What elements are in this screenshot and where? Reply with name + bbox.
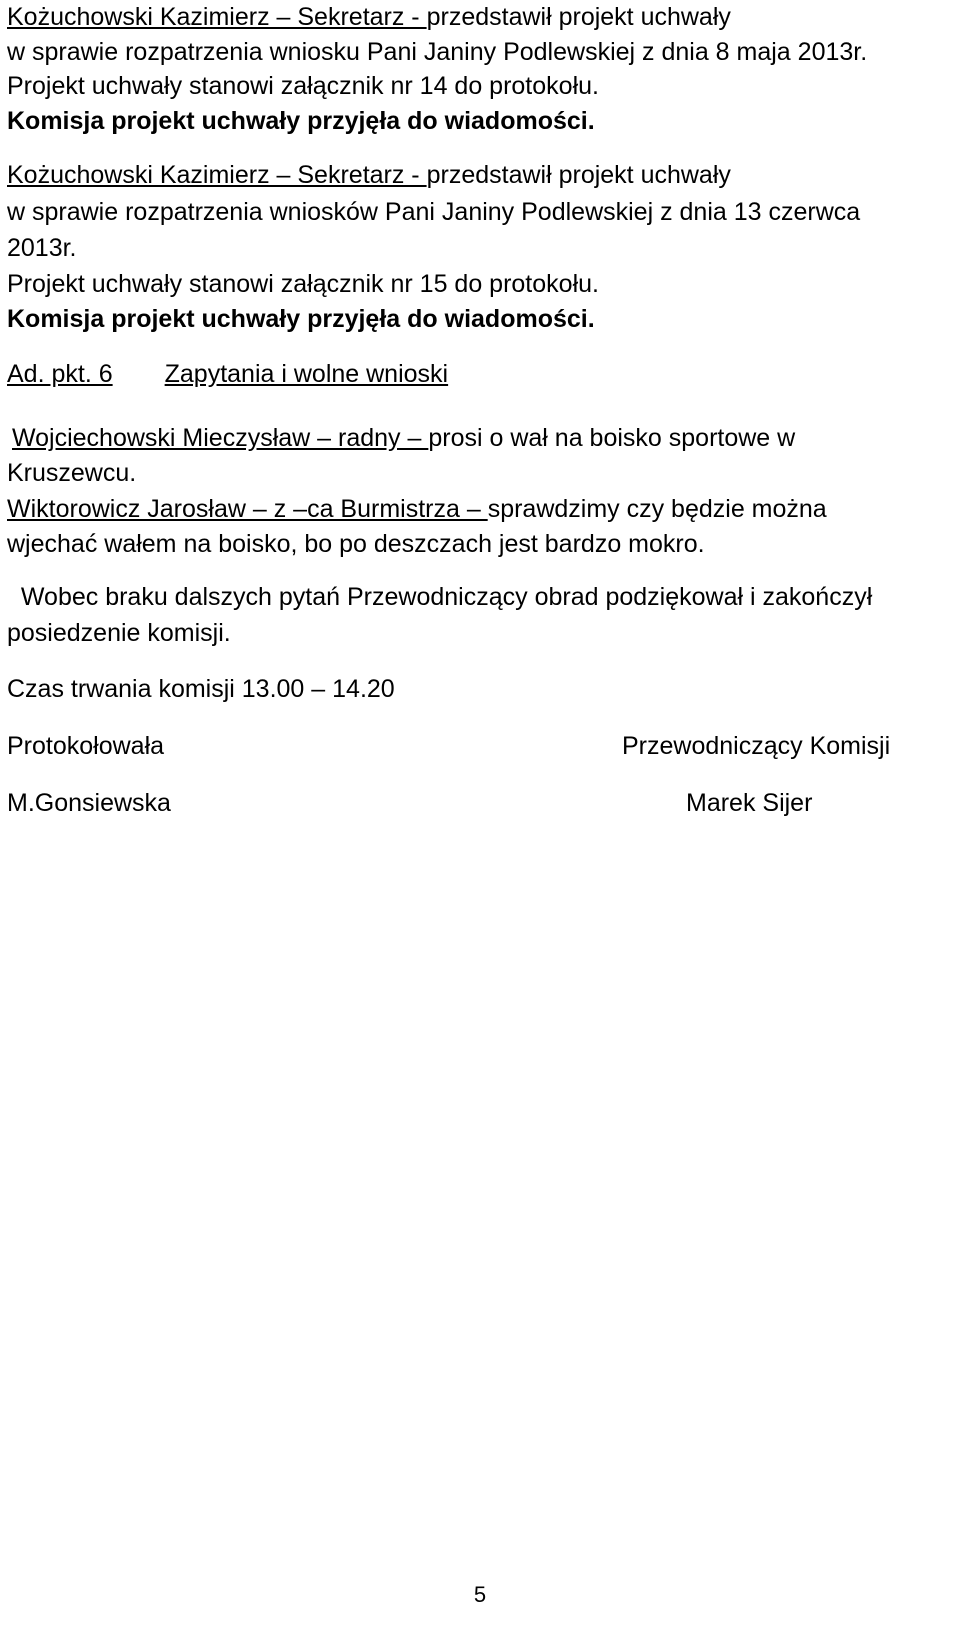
question-cont: Kruszewcu.	[7, 459, 137, 487]
page-number: 5	[473, 1582, 487, 1607]
duration: Czas trwania komisji 13.00 – 14.20	[7, 675, 395, 703]
question-line1	[12, 423, 795, 453]
block1-line2: w sprawie rozpatrzenia wniosku Pani Janiny Podlewskiej z dnia 8 maja 2013r.	[7, 38, 868, 66]
block2-line1	[7, 160, 731, 190]
answer-line1	[7, 494, 827, 524]
block1-action: przedstawił projekt uchwały	[426, 3, 731, 31]
question-speaker: Wojciechowski Mieczysław – radny –	[12, 424, 429, 452]
question-text: prosi o wał na boisko sportowe w	[428, 424, 796, 452]
signature-right-name: Marek Sijer	[686, 789, 813, 817]
block1-line1	[7, 2, 731, 32]
block1-line3: Projekt uchwały stanowi załącznik nr 14 do protokołu.	[7, 72, 599, 100]
signature-left-role: Protokołowała	[7, 732, 165, 760]
block1-conclusion: Komisja projekt uchwały przyjęła do wiadomości.	[7, 107, 595, 135]
agenda-title: Zapytania i wolne wnioski	[164, 360, 449, 388]
signature-right-role: Przewodniczący Komisji	[622, 732, 891, 760]
answer-cont: wjechać wałem na boisko, bo po deszczach jest bardzo mokro.	[7, 530, 705, 558]
agenda-point: Ad. pkt. 6	[7, 360, 113, 388]
answer-speaker: Wiktorowicz Jarosław – z –ca Burmistrza –	[7, 495, 488, 523]
block2-line3: 2013r.	[7, 234, 77, 262]
signature-left-name: M.Gonsiewska	[7, 789, 171, 817]
closing-line1: Wobec braku dalszych pytań Przewodniczący obrad podziękował i zakończył	[7, 583, 873, 611]
block2-conclusion: Komisja projekt uchwały przyjęła do wiadomości.	[7, 305, 595, 333]
block2-speaker: Kożuchowski Kazimierz – Sekretarz -	[7, 161, 427, 189]
block2-action: przedstawił projekt uchwały	[426, 161, 731, 189]
closing-line2: posiedzenie komisji.	[7, 619, 231, 647]
block2-line2: w sprawie rozpatrzenia wniosków Pani Janiny Podlewskiej z dnia 13 czerwca	[7, 198, 861, 226]
block2-line4: Projekt uchwały stanowi załącznik nr 15 do protokołu.	[7, 270, 599, 298]
answer-text: sprawdzimy czy będzie można	[487, 495, 827, 523]
block1-speaker: Kożuchowski Kazimierz – Sekretarz -	[7, 3, 427, 31]
agenda-heading	[7, 359, 448, 389]
